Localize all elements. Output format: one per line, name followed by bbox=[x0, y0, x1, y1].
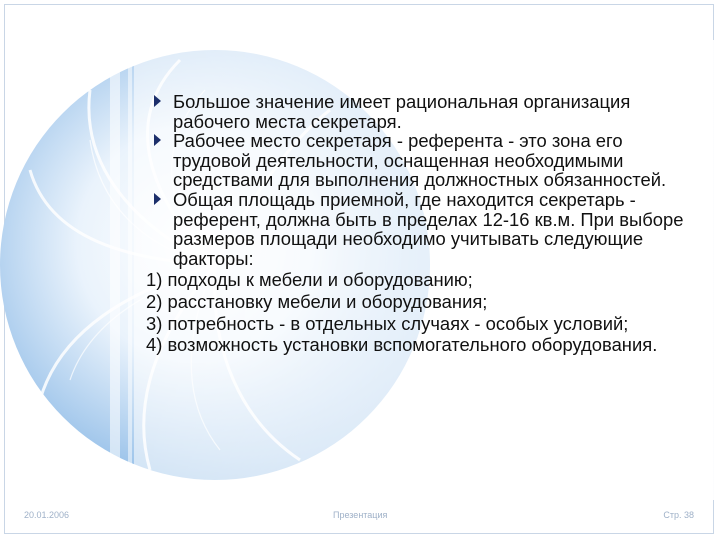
numbered-item: 2) расстановку мебели и оборудования; bbox=[146, 290, 488, 312]
bullet-item bbox=[140, 190, 688, 268]
footer-page-number: Стр. 38 bbox=[663, 510, 694, 520]
slide-body bbox=[140, 92, 688, 355]
numbered-item: 4) возможность установки вспомогательного оборудования. bbox=[146, 334, 658, 356]
bullet-text: Рабочее место секретаря - референта - это зона его трудовой деятельности, оснащенная необходимыми средствами для выполнения должностных обязанностей. bbox=[173, 130, 667, 191]
bullet-text: Большое значение имеет рациональная организация рабочего места секретаря. bbox=[173, 91, 631, 132]
bullet-item bbox=[140, 92, 688, 131]
triangle-right-icon bbox=[154, 95, 161, 107]
numbered-item: 3) потребность - в отдельных случаях - особых условий; bbox=[146, 312, 629, 334]
triangle-right-icon bbox=[154, 134, 161, 146]
numbered-item: 1) подходы к мебели и оборудованию; bbox=[146, 269, 473, 291]
triangle-right-icon bbox=[154, 193, 161, 205]
footer-title: Презентация bbox=[333, 510, 388, 520]
bullet-item bbox=[140, 131, 688, 190]
bullet-text: Общая площадь приемной, где находится секретарь - референт, должна быть в пределах 12-16 кв.м. При выборе размеров площади необходимо учитывать следующие факторы: bbox=[173, 188, 684, 269]
footer-date: 20.01.2006 bbox=[24, 510, 70, 520]
